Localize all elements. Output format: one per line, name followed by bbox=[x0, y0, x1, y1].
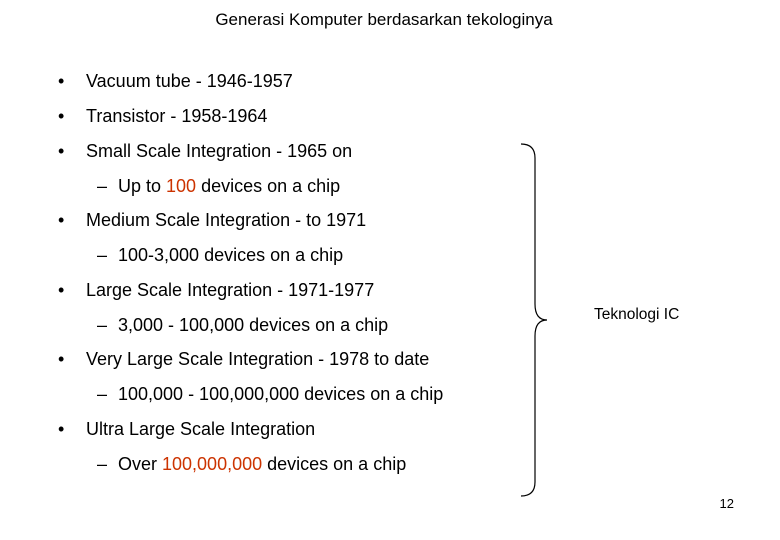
dash-icon: – bbox=[97, 245, 108, 265]
sub-list-item bbox=[97, 314, 388, 336]
list-item bbox=[58, 140, 352, 162]
slide-title: Generasi Komputer berdasarkan tekologinya bbox=[215, 10, 553, 29]
sub-list-item bbox=[97, 244, 343, 266]
sub-item-prefix: Up to bbox=[118, 176, 167, 196]
bullet-icon: • bbox=[58, 106, 65, 126]
sub-list-item bbox=[97, 383, 443, 405]
page-number: 12 bbox=[719, 496, 734, 511]
list-item-text: Ultra Large Scale Integration bbox=[86, 419, 316, 439]
dash-icon: – bbox=[97, 454, 108, 474]
list-item bbox=[58, 348, 429, 370]
dash-icon: – bbox=[97, 315, 108, 335]
bullet-icon: • bbox=[58, 419, 65, 439]
technology-ic-label: Teknologi IC bbox=[594, 306, 680, 323]
list-item-text: Medium Scale Integration - to 1971 bbox=[86, 210, 367, 230]
bullet-icon: • bbox=[58, 210, 65, 230]
sub-item-text: 3,000 - 100,000 devices on a chip bbox=[118, 315, 389, 335]
highlight-number: 100,000,000 bbox=[162, 454, 263, 474]
list-item-text: Small Scale Integration - 1965 on bbox=[86, 141, 353, 161]
highlight-number: 100 bbox=[166, 176, 197, 196]
list-item bbox=[58, 418, 315, 440]
sub-list-item bbox=[97, 453, 406, 475]
list-item-text: Vacuum tube - 1946-1957 bbox=[86, 71, 293, 91]
right-curly-brace-icon bbox=[515, 142, 555, 498]
sub-item-prefix: Over bbox=[118, 454, 163, 474]
bullet-icon: • bbox=[58, 141, 65, 161]
dash-icon: – bbox=[97, 176, 108, 196]
bullet-icon: • bbox=[58, 280, 65, 300]
sub-list-item bbox=[97, 175, 340, 197]
list-item-text: Very Large Scale Integration - 1978 to date bbox=[86, 349, 430, 369]
bullet-icon: • bbox=[58, 349, 65, 369]
list-item-text: Transistor - 1958-1964 bbox=[86, 106, 268, 126]
sub-item-suffix: devices on a chip bbox=[262, 454, 407, 474]
sub-item-text: 100,000 - 100,000,000 devices on a chip bbox=[118, 384, 444, 404]
dash-icon: – bbox=[97, 384, 108, 404]
sub-item-suffix: devices on a chip bbox=[196, 176, 341, 196]
list-item bbox=[58, 209, 366, 231]
list-item bbox=[58, 70, 293, 92]
bullet-icon: • bbox=[58, 71, 65, 91]
list-item-text: Large Scale Integration - 1971-1977 bbox=[86, 280, 375, 300]
sub-item-text: 100-3,000 devices on a chip bbox=[118, 245, 344, 265]
list-item bbox=[58, 105, 267, 127]
list-item bbox=[58, 279, 374, 301]
